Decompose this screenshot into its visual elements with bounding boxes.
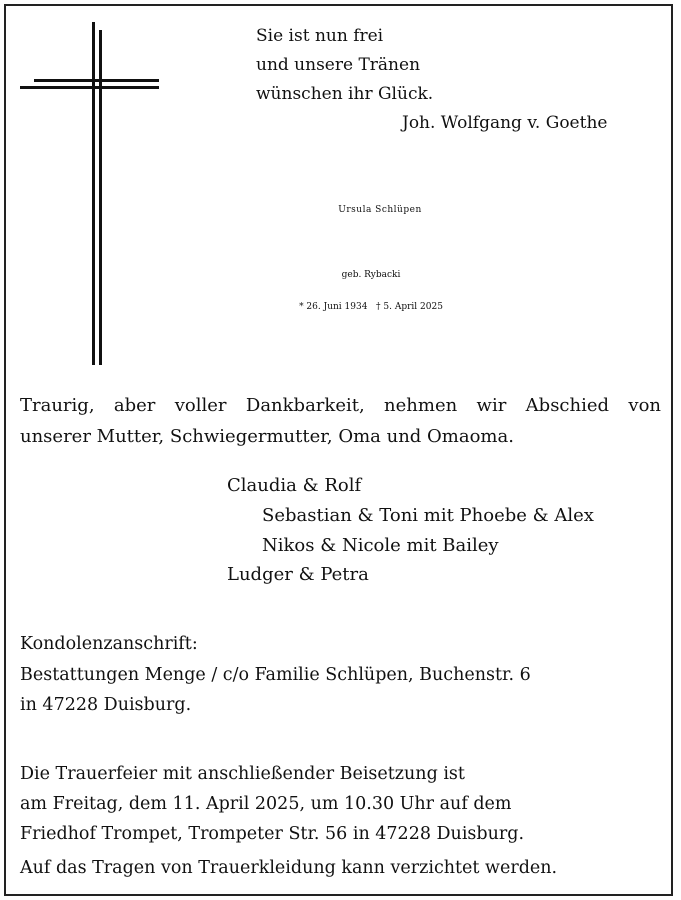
life-dates: * 26. Juni 1934 † 5. April 2025 [299, 302, 443, 312]
quote-line-3: wünschen ihr Glück. [256, 84, 434, 104]
quote-author: Joh. Wolfgang v. Goethe [402, 113, 608, 133]
farewell-line-1: Traurig, aber voller Dankbarkeit, nehmen wir Abschied von [20, 395, 661, 416]
condolence-heading: Kondolenzanschrift: [20, 634, 198, 654]
notice-border [4, 4, 673, 896]
quote-line-1: Sie ist nun frei [256, 26, 384, 46]
funeral-line-1: Die Trauerfeier mit anschließender Beisetzung ist [20, 764, 465, 784]
funeral-line-2: am Freitag, dem 11. April 2025, um 10.30 Uhr auf dem [20, 794, 512, 814]
farewell-line-2: unserer Mutter, Schwiegermutter, Oma und Omaoma. [20, 426, 514, 447]
condolence-address: Bestattungen Menge / c/o Familie Schlüpen, Buchenstr. 6 [20, 665, 531, 685]
funeral-line-4: Auf das Tragen von Trauerkleidung kann verzichtet werden. [20, 858, 558, 878]
quote-line-2: und unsere Tränen [256, 55, 421, 75]
funeral-line-3: Friedhof Trompet, Trompeter Str. 56 in 47228 Duisburg. [20, 824, 525, 844]
condolence-city: in 47228 Duisburg. [20, 695, 192, 715]
deceased-name: Ursula Schlüpen [338, 205, 422, 215]
family-member: Nikos & Nicole mit Bailey [262, 535, 499, 556]
family-member: Claudia & Rolf [227, 475, 362, 496]
birth-name: geb. Rybacki [341, 270, 401, 280]
family-member: Sebastian & Toni mit Phoebe & Alex [262, 505, 594, 526]
family-member: Ludger & Petra [227, 564, 369, 585]
